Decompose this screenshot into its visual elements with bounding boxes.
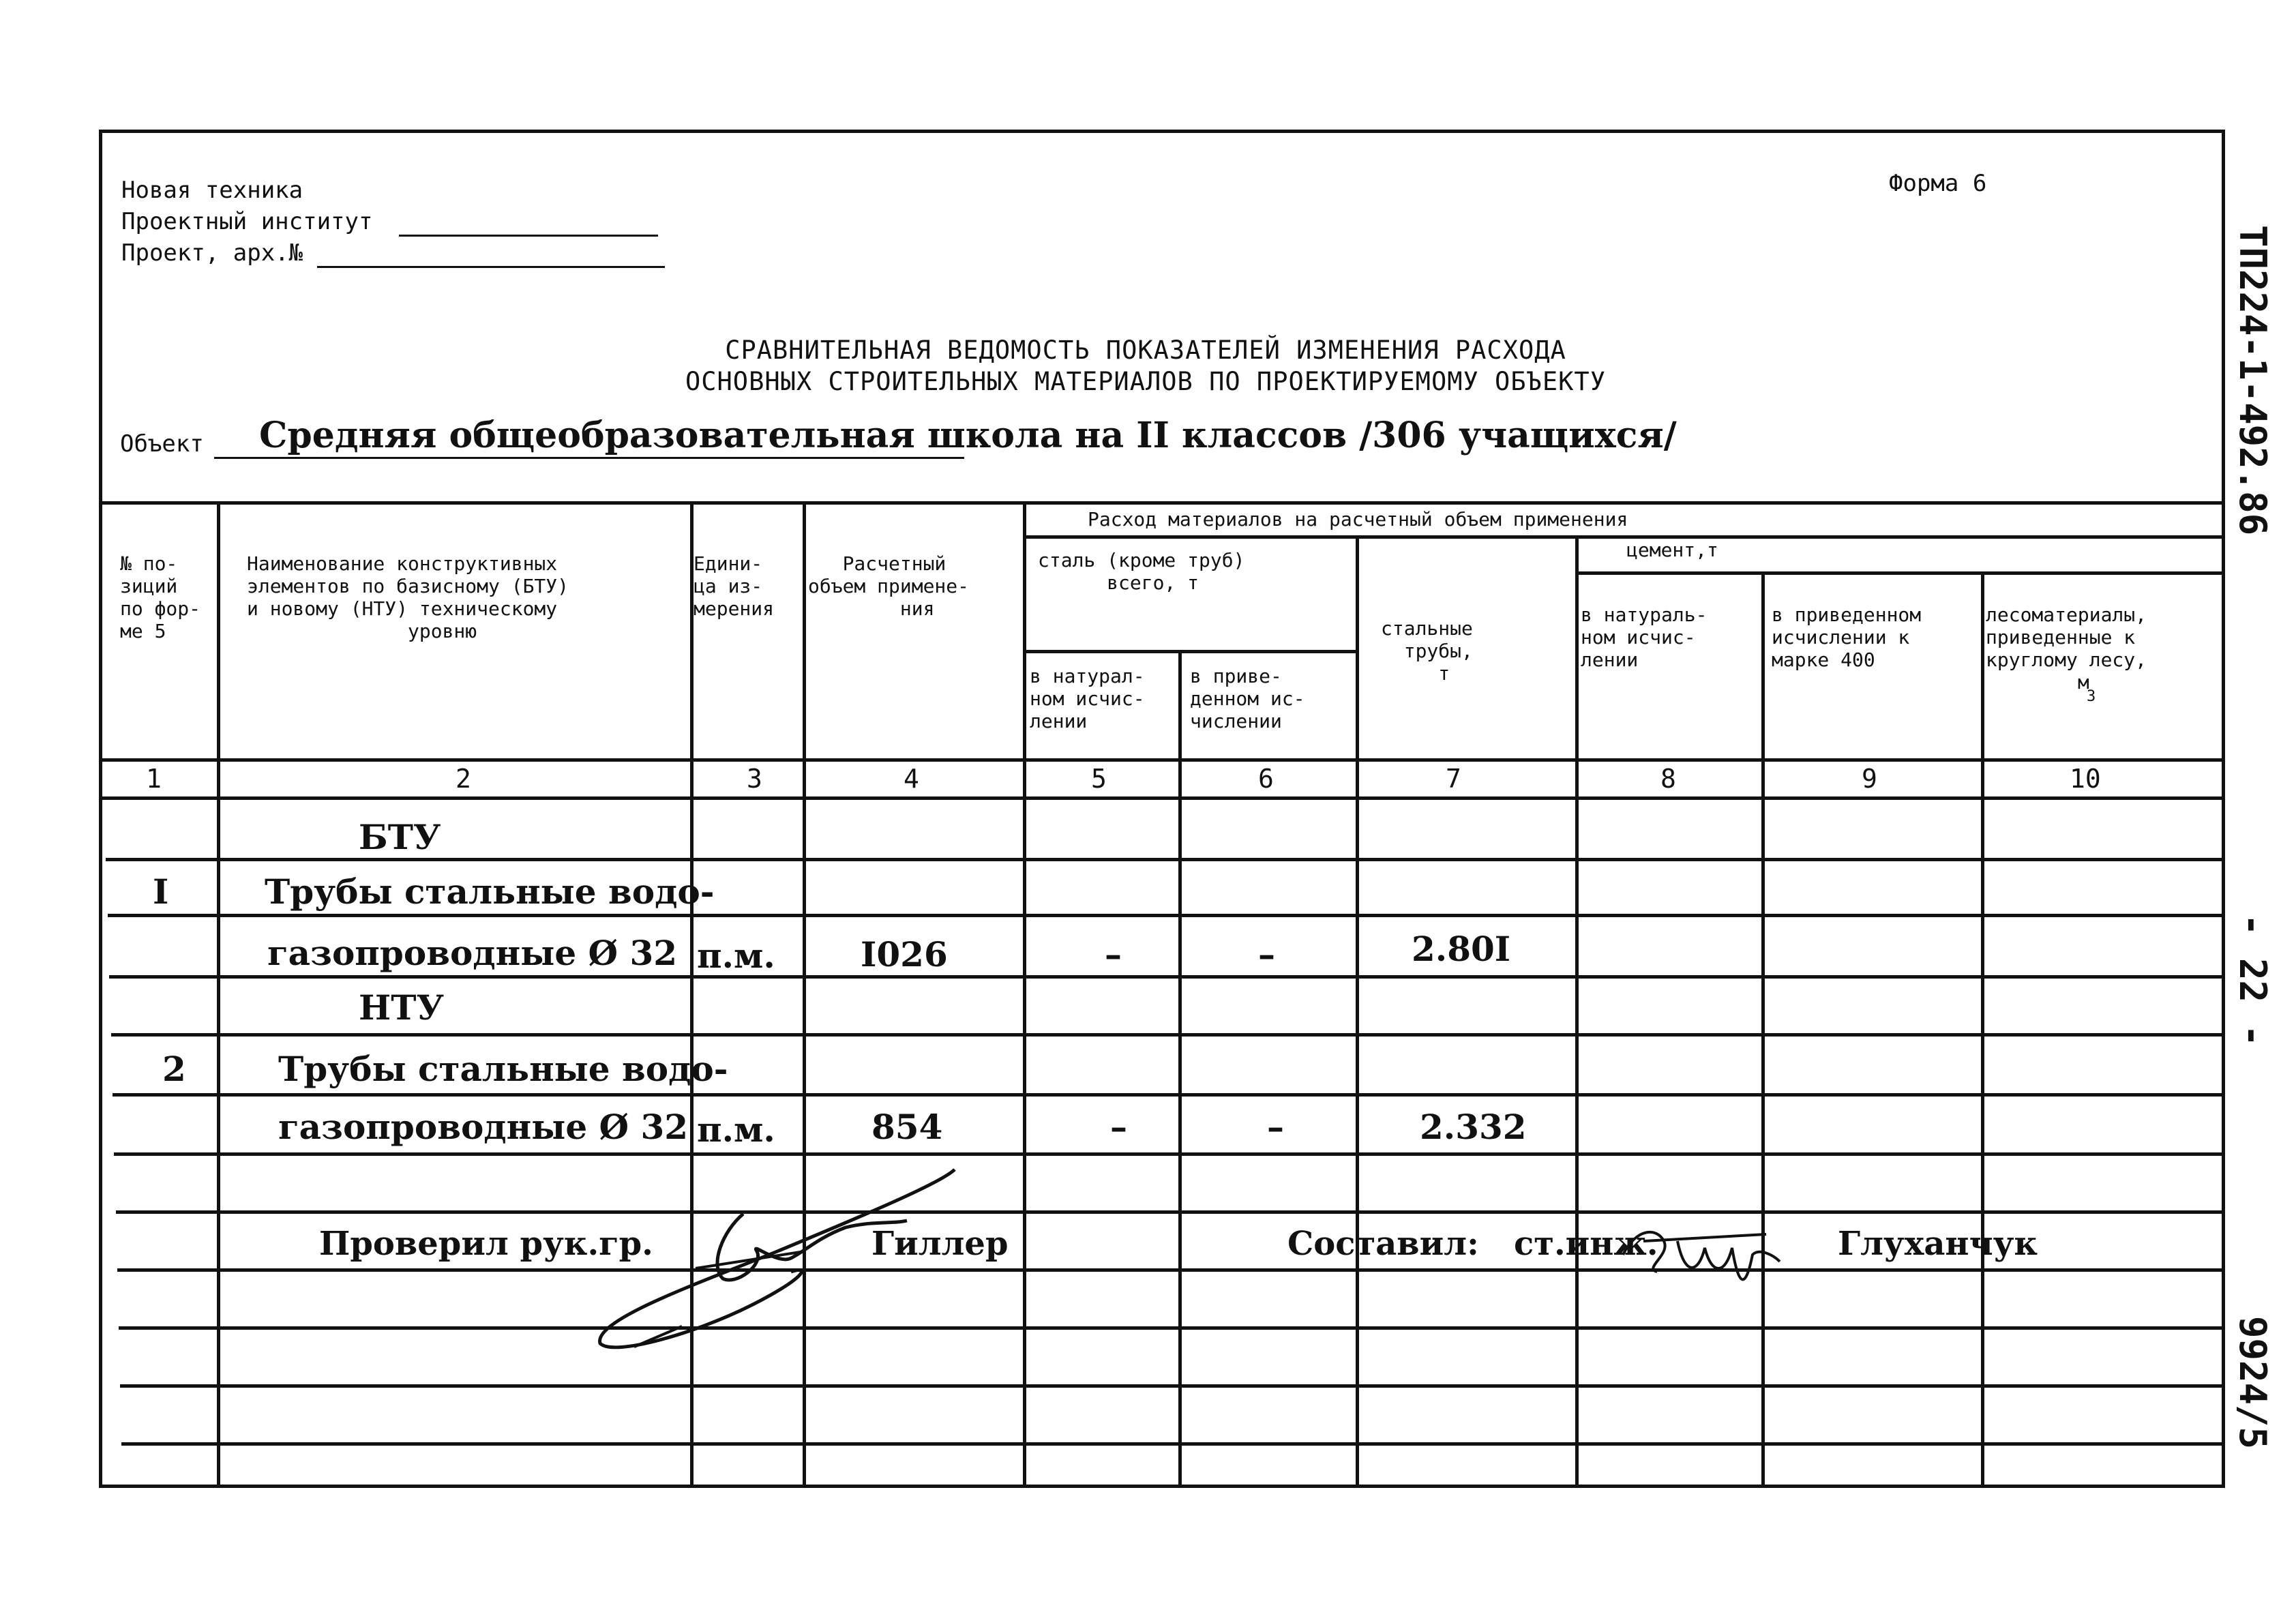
signature-glukhanchuk-icon: [1616, 1214, 1793, 1289]
col-number-2: 2: [456, 764, 471, 794]
object-value: Средняя общеобразовательная школа на II классов /306 учащихся/: [259, 415, 1677, 456]
object-underline: [214, 457, 964, 459]
row2-pipes: 2.332: [1420, 1107, 1527, 1147]
row2-volume: 854: [871, 1107, 943, 1147]
doc-title-line2: ОСНОВНЫХ СТРОИТЕЛЬНЫХ МАТЕРИАЛОВ ПО ПРОЕКТИРУЕМОМУ ОБЪЕКТУ: [685, 367, 1606, 396]
numbers-bottom-line: [102, 796, 2225, 800]
object-label: Объект: [120, 430, 204, 458]
col-number-6: 6: [1258, 764, 1274, 794]
row1-unit: п.м.: [697, 936, 775, 976]
col-number-7: 7: [1446, 764, 1461, 794]
header-institute: Проектный институт: [121, 208, 373, 235]
col-header-timber: лесоматериалы, приведенные к круглому лесу, м: [1986, 603, 2147, 694]
row-line-10: [120, 1384, 2225, 1388]
row-line-5: [113, 1093, 2225, 1097]
row-line-7: [116, 1210, 2225, 1214]
col-line-4: [1023, 501, 1026, 1488]
col-header-group: Расход материалов на расчетный объем применения: [1088, 508, 1628, 531]
col-header-cement: цемент,т: [1626, 539, 1718, 561]
col-number-5: 5: [1091, 764, 1107, 794]
col-header-steel: сталь (кроме труб) всего, т: [1038, 549, 1245, 594]
checked-label: Проверил рук.гр.: [319, 1225, 653, 1263]
col-header-steel-reduced: в приве- денном ис- числении: [1190, 665, 1305, 732]
col-header-steel-natural: в натурал- ном исчис- лении: [1030, 665, 1145, 732]
header-project: Проект, арх.№: [121, 239, 303, 267]
row-line-3: [109, 975, 2225, 979]
institute-blank-line: [399, 235, 658, 237]
section-btu: БТУ: [359, 817, 441, 857]
compiled-name: Глуханчук: [1838, 1225, 2038, 1263]
side-page: - 22 -: [2231, 914, 2274, 1047]
col-line-6: [1356, 535, 1359, 1488]
header-new-tech: Новая техника: [121, 177, 303, 204]
col-header-volume: Расчетный объем примене- ния: [808, 552, 970, 620]
col-number-4: 4: [904, 764, 919, 794]
row1-pipes: 2.80I: [1412, 929, 1511, 969]
col-header-unit: Едини- ца из- мерения: [694, 552, 775, 620]
cubic-superscript: 3: [2087, 688, 2096, 705]
col-line-1: [217, 501, 220, 1488]
col-line-9: [1981, 571, 1984, 1488]
row-line-9: [119, 1326, 2225, 1330]
row2-steel-reduced: –: [1267, 1107, 1284, 1147]
doc-title-line1: СРАВНИТЕЛЬНАЯ ВЕДОМОСТЬ ПОКАЗАТЕЛЕЙ ИЗМЕНЕНИЯ РАСХОДА: [725, 336, 1566, 365]
col-number-8: 8: [1660, 764, 1676, 794]
col-number-1: 1: [146, 764, 162, 794]
col-number-3: 3: [747, 764, 762, 794]
side-code: ТП224-1-492.86: [2231, 225, 2274, 536]
document-frame: [99, 130, 2225, 1488]
cement-header-line: [1575, 571, 2225, 575]
row-line-11: [121, 1442, 2225, 1446]
row1-name-b: газопроводные Ø 32: [267, 933, 678, 973]
row-line-8: [117, 1268, 2225, 1272]
checked-name: Гиллер: [871, 1225, 1009, 1263]
side-doc-number: 9924/5: [2231, 1316, 2274, 1450]
col-number-10: 10: [2070, 764, 2101, 794]
row-line-4: [111, 1033, 2225, 1037]
col-header-position: № по- зиций по фор- ме 5: [120, 552, 201, 642]
group-header-line: [1023, 535, 2225, 539]
col-header-cement-reduced: в приведенном исчислении к марке 400: [1772, 603, 1922, 671]
row1-name-a: Трубы стальные водо-: [265, 871, 715, 912]
row1-steel-natural: –: [1105, 934, 1122, 974]
project-blank-line: [317, 266, 665, 268]
row-line-1: [106, 858, 2225, 861]
col-header-pipes: стальные трубы, т: [1381, 617, 1473, 685]
row-line-6: [114, 1152, 2225, 1156]
table-top-line: [99, 501, 2225, 505]
row2-unit: п.м.: [697, 1109, 775, 1150]
compiled-position: ст.инж.: [1514, 1225, 1658, 1263]
row2-position: 2: [162, 1049, 186, 1089]
col-header-name: Наименование конструктивных элементов по базисному (БТУ) и новому (НТУ) техническому уровню: [247, 552, 569, 642]
compiled-label: Составил:: [1287, 1225, 1479, 1263]
form-label: Форма 6: [1889, 170, 1987, 197]
row-line-2: [108, 914, 2225, 917]
col-line-5: [1178, 650, 1182, 1488]
row1-volume: I026: [861, 934, 948, 974]
row1-position: I: [153, 871, 169, 912]
col-header-cement-natural: в натураль- ном исчис- лении: [1581, 603, 1708, 671]
row2-name-b: газопроводные Ø 32: [278, 1107, 689, 1147]
steel-sub-line: [1023, 650, 1356, 653]
col-line-7: [1575, 535, 1579, 1488]
col-line-8: [1761, 571, 1765, 1488]
col-number-9: 9: [1862, 764, 1877, 794]
row2-name-a: Трубы стальные водо-: [278, 1049, 728, 1089]
row2-steel-natural: –: [1110, 1107, 1127, 1147]
section-ntu: НТУ: [359, 987, 445, 1028]
row1-steel-reduced: –: [1258, 934, 1275, 974]
header-bottom-line: [102, 758, 2225, 762]
